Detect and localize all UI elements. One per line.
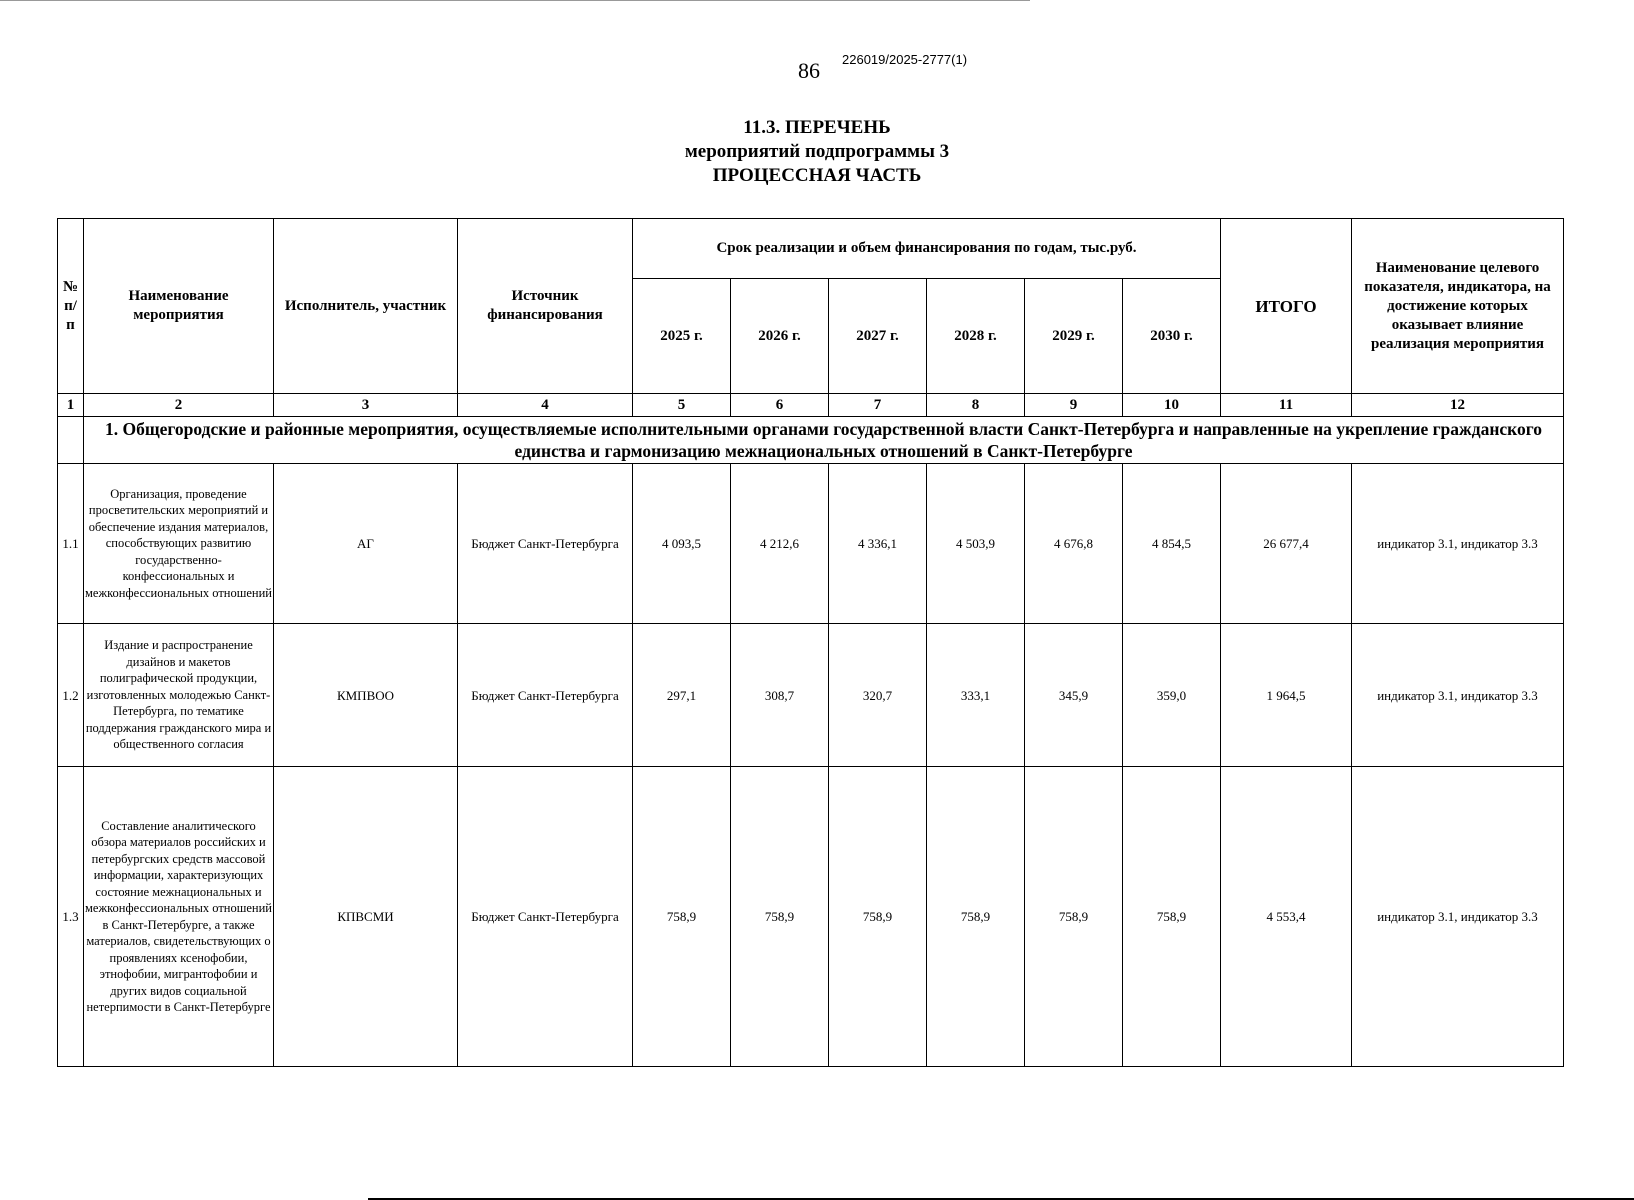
header-year: 2028 г. <box>927 279 1025 394</box>
row-executor: АГ <box>274 464 458 624</box>
row-executor: КМПВОО <box>274 624 458 767</box>
row-source: Бюджет Санкт-Петербурга <box>458 464 633 624</box>
document-code: 226019/2025-2777(1) <box>842 52 968 67</box>
column-number: 10 <box>1123 394 1221 417</box>
row-name: Составление аналитического обзора материалов российских и петербургских средств массовой информации, характеризующих состояние межнациональных и межконфессиональных отношений в Санкт-Петербурге, а также материалов, свидетельствующих о проявлениях ксенофобии, этнофобии, мигрантофобии и других видов социальной нетерпимости в Санкт-Петербурге <box>84 767 274 1067</box>
row-executor: КПВСМИ <box>274 767 458 1067</box>
column-number: 6 <box>731 394 829 417</box>
row-name: Организация, проведение просветительских мероприятий и обеспечение издания материалов, способствующих развитию государственно-конфессиональных и межконфессиональных отношений <box>84 464 274 624</box>
row-total: 26 677,4 <box>1221 464 1352 624</box>
header-year: 2030 г. <box>1123 279 1221 394</box>
column-number: 5 <box>633 394 731 417</box>
row-source: Бюджет Санкт-Петербурга <box>458 767 633 1067</box>
column-number: 4 <box>458 394 633 417</box>
row-value-2027: 758,9 <box>829 767 927 1067</box>
header-year: 2026 г. <box>731 279 829 394</box>
row-value-2025: 297,1 <box>633 624 731 767</box>
page-number: 86 <box>798 58 820 83</box>
row-value-2029: 345,9 <box>1025 624 1123 767</box>
row-total: 1 964,5 <box>1221 624 1352 767</box>
row-value-2029: 4 676,8 <box>1025 464 1123 624</box>
title-line-1: 11.3. ПЕРЕЧЕНЬ <box>743 117 891 138</box>
row-value-2030: 4 854,5 <box>1123 464 1221 624</box>
row-value-2025: 758,9 <box>633 767 731 1067</box>
section-num-cell <box>58 417 84 464</box>
row-value-2028: 758,9 <box>927 767 1025 1067</box>
header-source: Источник финансирования <box>458 219 633 394</box>
header-num: № п/п <box>58 219 84 394</box>
row-value-2026: 758,9 <box>731 767 829 1067</box>
row-indicator: индикатор 3.1, индикатор 3.3 <box>1352 624 1564 767</box>
row-value-2028: 4 503,9 <box>927 464 1025 624</box>
section-title: 1. Общегородские и районные мероприятия, осуществляемые исполнительными органами государственной власти Санкт-Петербурга и направленные на укрепление гражданского единства и гармонизацию межнациональных отношений в Санкт-Петербурге <box>84 417 1564 464</box>
row-num: 1.3 <box>58 767 84 1067</box>
row-name: Издание и распространение дизайнов и макетов полиграфической продукции, изготовленных молодежью Санкт-Петербурга, по тематике поддержания гражданского мира и общественного согласия <box>84 624 274 767</box>
row-indicator: индикатор 3.1, индикатор 3.3 <box>1352 767 1564 1067</box>
header-executor: Исполнитель, участник <box>274 219 458 394</box>
row-value-2028: 333,1 <box>927 624 1025 767</box>
column-number: 1 <box>58 394 84 417</box>
column-number: 12 <box>1352 394 1564 417</box>
row-num: 1.1 <box>58 464 84 624</box>
header-year: 2029 г. <box>1025 279 1123 394</box>
column-number: 11 <box>1221 394 1352 417</box>
header-period: Срок реализации и объем финансирования по годам, тыс.руб. <box>633 219 1221 279</box>
row-total: 4 553,4 <box>1221 767 1352 1067</box>
scan-edge-line <box>0 0 1030 1</box>
measures-table <box>57 218 1564 1067</box>
table-row <box>58 624 1564 767</box>
row-value-2030: 758,9 <box>1123 767 1221 1067</box>
table-row <box>58 767 1564 1067</box>
row-num: 1.2 <box>58 624 84 767</box>
row-value-2025: 4 093,5 <box>633 464 731 624</box>
column-number: 7 <box>829 394 927 417</box>
header-name: Наименование мероприятия <box>84 219 274 394</box>
table-row <box>58 464 1564 624</box>
column-number: 2 <box>84 394 274 417</box>
column-number: 8 <box>927 394 1025 417</box>
row-source: Бюджет Санкт-Петербурга <box>458 624 633 767</box>
header-year: 2025 г. <box>633 279 731 394</box>
row-value-2029: 758,9 <box>1025 767 1123 1067</box>
row-value-2027: 320,7 <box>829 624 927 767</box>
header-indicator: Наименование целевого показателя, индикатора, на достижение которых оказывает влияние реализация мероприятия <box>1352 219 1564 394</box>
document-title <box>0 116 1634 188</box>
row-indicator: индикатор 3.1, индикатор 3.3 <box>1352 464 1564 624</box>
row-value-2027: 4 336,1 <box>829 464 927 624</box>
row-value-2026: 4 212,6 <box>731 464 829 624</box>
row-value-2026: 308,7 <box>731 624 829 767</box>
column-number: 9 <box>1025 394 1123 417</box>
header-total: ИТОГО <box>1221 219 1352 394</box>
header-year: 2027 г. <box>829 279 927 394</box>
title-line-2: мероприятий подпрограммы 3 <box>684 141 950 162</box>
row-value-2030: 359,0 <box>1123 624 1221 767</box>
column-number: 3 <box>274 394 458 417</box>
title-line-3: ПРОЦЕССНАЯ ЧАСТЬ <box>712 165 922 186</box>
